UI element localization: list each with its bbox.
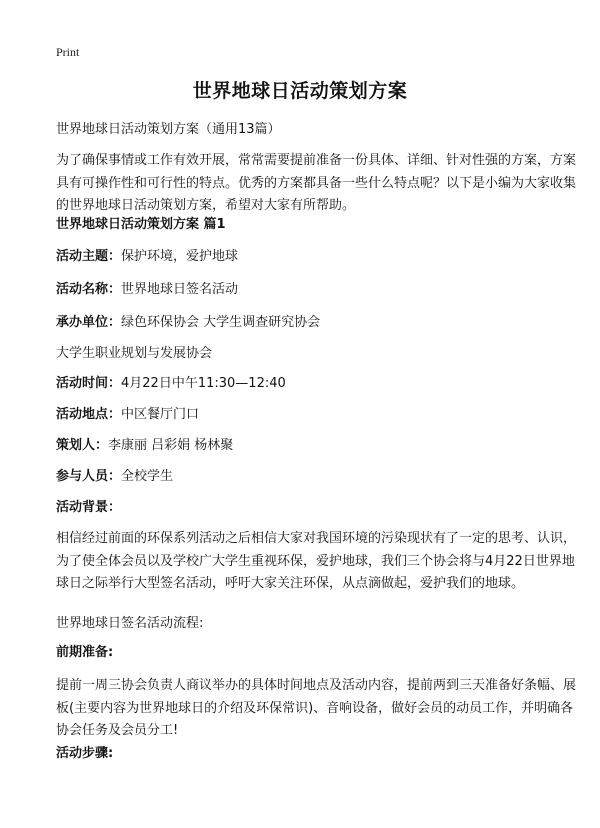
field-theme-key: 活动主题： <box>56 249 122 264</box>
prep-paragraph: 提前一周三协会负责人商议举办的具体时间地点及活动内容，提前两到三天准备好条幅、展板(主要内容为世界地球日的介绍及环保常识)、音响设备，做好会员的动员工作，并明确各协会任务及会员分工! <box>56 678 577 738</box>
field-planner-value: 李康丽 吕彩娟 杨林聚 <box>108 438 234 453</box>
field-name <box>56 279 576 301</box>
field-time-value: 4月22日中午11:30—12:40 <box>121 376 286 391</box>
document-subtitle: 世界地球日活动策划方案（通用13篇） <box>56 122 281 137</box>
field-organizer <box>56 312 576 334</box>
field-organizer-key: 承办单位： <box>56 315 122 330</box>
field-participants-key: 参与人员： <box>56 469 122 484</box>
field-participants <box>56 466 576 488</box>
field-place-key: 活动地点： <box>56 407 122 422</box>
field-planner <box>56 435 576 457</box>
field-planner-key: 策划人： <box>56 438 109 453</box>
steps-heading: 活动步骤: <box>56 746 114 761</box>
intro-paragraph: 为了确保事情或工作有效开展，常常需要提前准备一份具体、详细、针对性强的方案，方案具有可操作性和可行性的特点。优秀的方案都具备一些什么特点呢？以下是小编为大家收集的世界地球日活动策划方案，希望对大家有所帮助。 <box>56 153 577 213</box>
field-theme-value: 保护环境，爱护地球 <box>121 249 239 264</box>
field-name-value: 世界地球日签名活动 <box>121 282 239 297</box>
section-heading: 世界地球日活动策划方案 篇1 <box>56 217 226 232</box>
field-theme <box>56 246 576 268</box>
field-name-key: 活动名称： <box>56 282 122 297</box>
document-title: 世界地球日活动策划方案 <box>192 80 408 102</box>
field-organizer-continued: 大学生职业规划与发展协会 <box>56 346 213 361</box>
field-place-value: 中区餐厅门口 <box>121 407 200 422</box>
process-line: 世界地球日签名活动流程: <box>56 616 204 631</box>
background-heading: 活动背景： <box>56 500 122 515</box>
field-time-key: 活动时间： <box>56 376 122 391</box>
field-organizer-value: 绿色环保协会 大学生调查研究协会 <box>121 315 321 330</box>
field-participants-value: 全校学生 <box>121 469 174 484</box>
background-paragraph: 相信经过前面的环保系列活动之后相信大家对我国环境的污染现状有了一定的思考、认识，为了使全体会员以及学校广大学生重视环保，爱护地球，我们三个协会将与4月22日世界地球日之际举行大型签名活动，呼吁大家关注环保，从点滴做起，爱护我们的地球。 <box>56 531 577 591</box>
field-time <box>56 373 576 395</box>
prep-heading: 前期准备: <box>56 645 114 660</box>
print-label: Print <box>56 45 80 59</box>
field-place <box>56 404 576 426</box>
